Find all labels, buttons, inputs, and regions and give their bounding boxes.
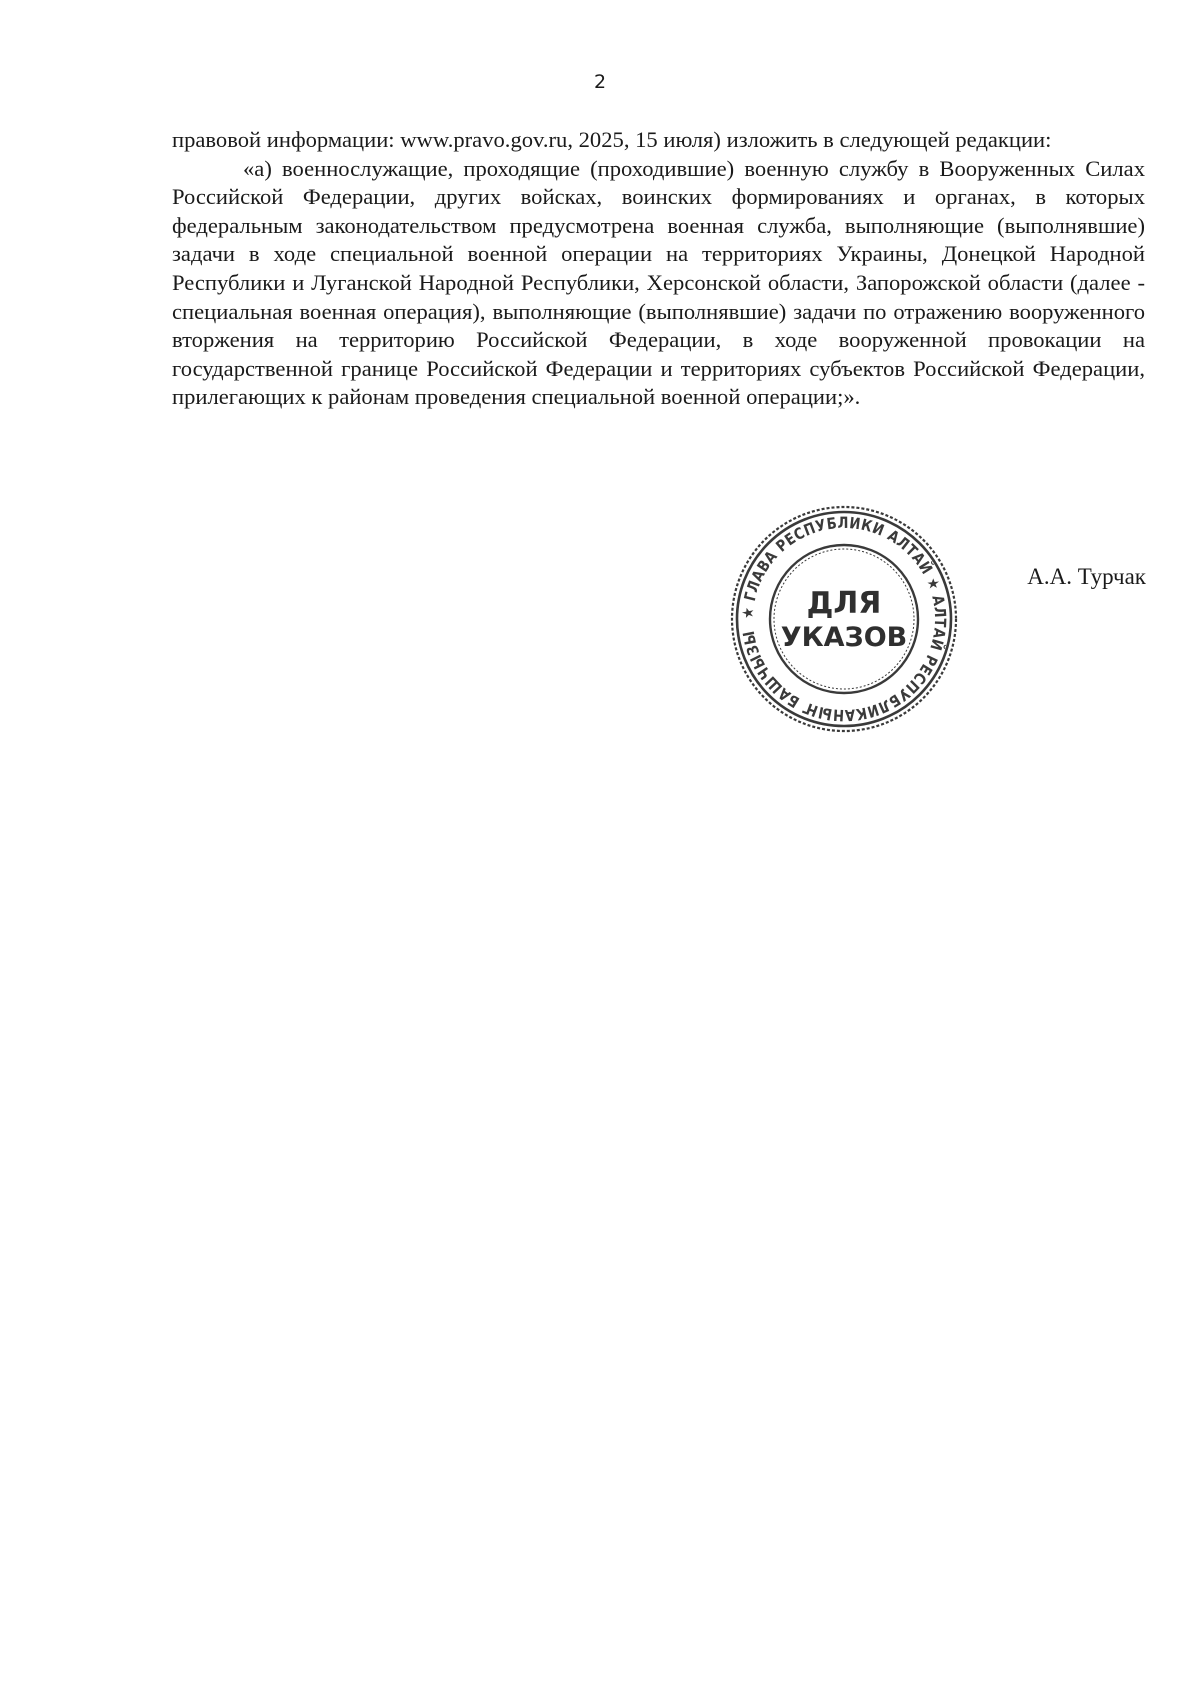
official-stamp xyxy=(728,503,960,735)
stamp-ring-text: ★ ГЛАВА РЕСПУБЛИКИ АЛТАЙ ★ АЛТАЙ РЕСПУБЛИКАНЫҤ БАШЧЫЗЫ xyxy=(738,513,950,725)
document-body xyxy=(172,126,1145,412)
page-number: 2 xyxy=(593,71,607,93)
stamp-seal-graphic xyxy=(728,503,960,735)
paragraph-continuation: правовой информации: www.pravo.gov.ru, 2025, 15 июля) изложить в следующей редакции: xyxy=(172,127,1052,152)
stamp-center-line-2: УКАЗОВ xyxy=(780,622,908,653)
stamp-center-line-1: ДЛЯ xyxy=(806,586,882,621)
paragraph-amendment: «а) военнослужащие, проходящие (проходившие) военную службу в Вооруженных Силах Российской Федерации, других войсках, воинских формированиях и органах, в которых федеральным законодательством предусмотрена военная служба, выполняющие (выполнявшие) задачи в ходе специальной военной операции на территориях Украины, Донецкой Народной Республики и Луганской Народной Республики, Херсонской области, Запорожской области (далее - специальная военная операция), выполняющие (выполнявшие) задачи по отражению вооруженного вторжения на территорию Российской Федерации, в ходе вооруженной провокации на государственной границе Российской Федерации и территориях субъектов Российской Федерации, прилегающих к районам проведения специальной военной операции;». xyxy=(172,155,1145,410)
signatory-name: А.А. Турчак xyxy=(1027,564,1146,589)
